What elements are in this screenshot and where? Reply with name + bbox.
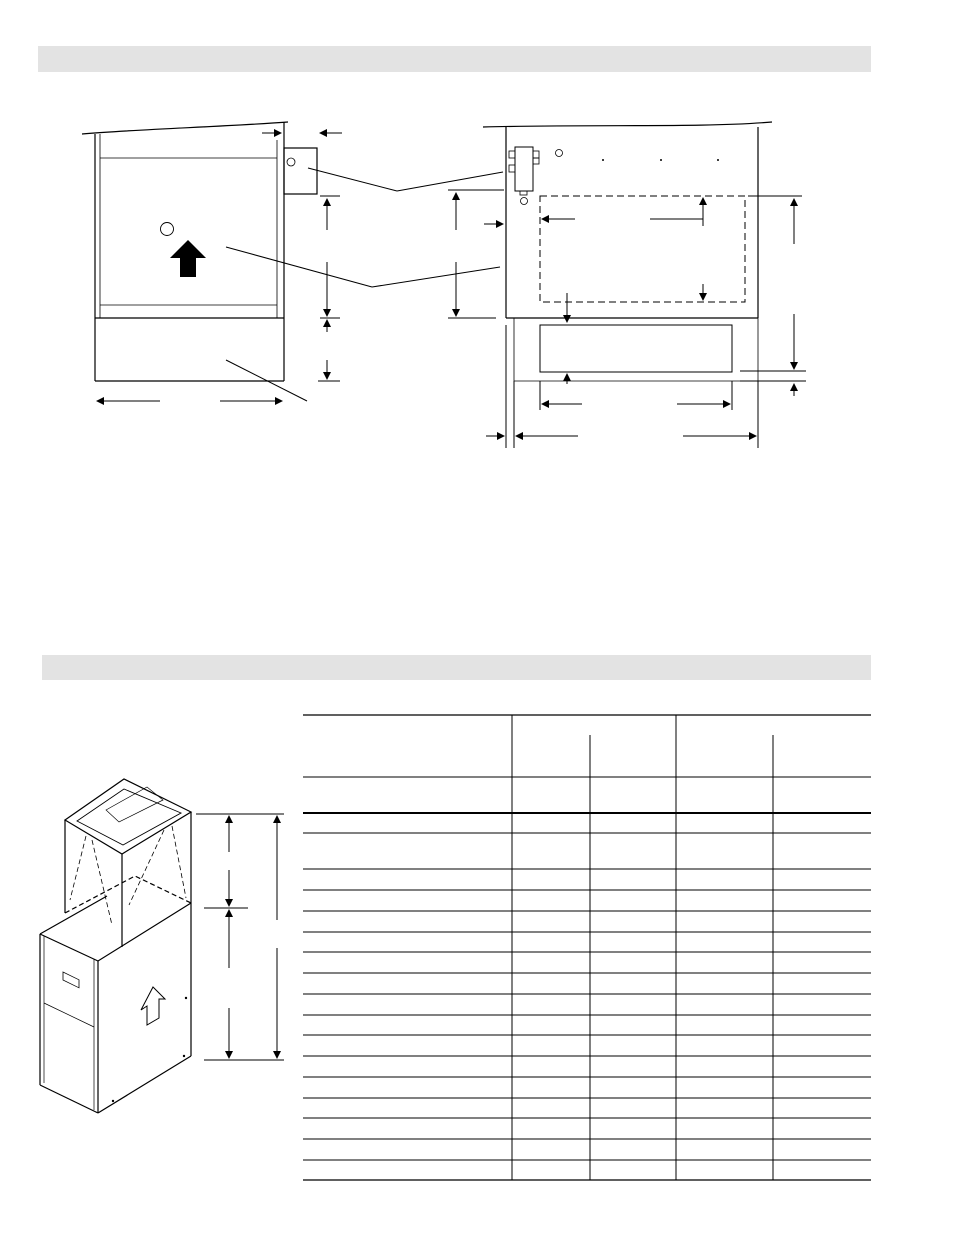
furnace-isometric [40,779,191,1113]
screw-dots [602,159,719,161]
dimension-lines-iso [196,814,284,1060]
airflow-arrow-icon [170,240,206,277]
dimension-lines-front [448,190,806,448]
dimensions-table [303,715,871,1180]
dimension-lines-side [97,133,342,401]
up-arrow-icon [141,987,165,1025]
front-view [483,122,772,381]
leader-lines [226,168,503,401]
